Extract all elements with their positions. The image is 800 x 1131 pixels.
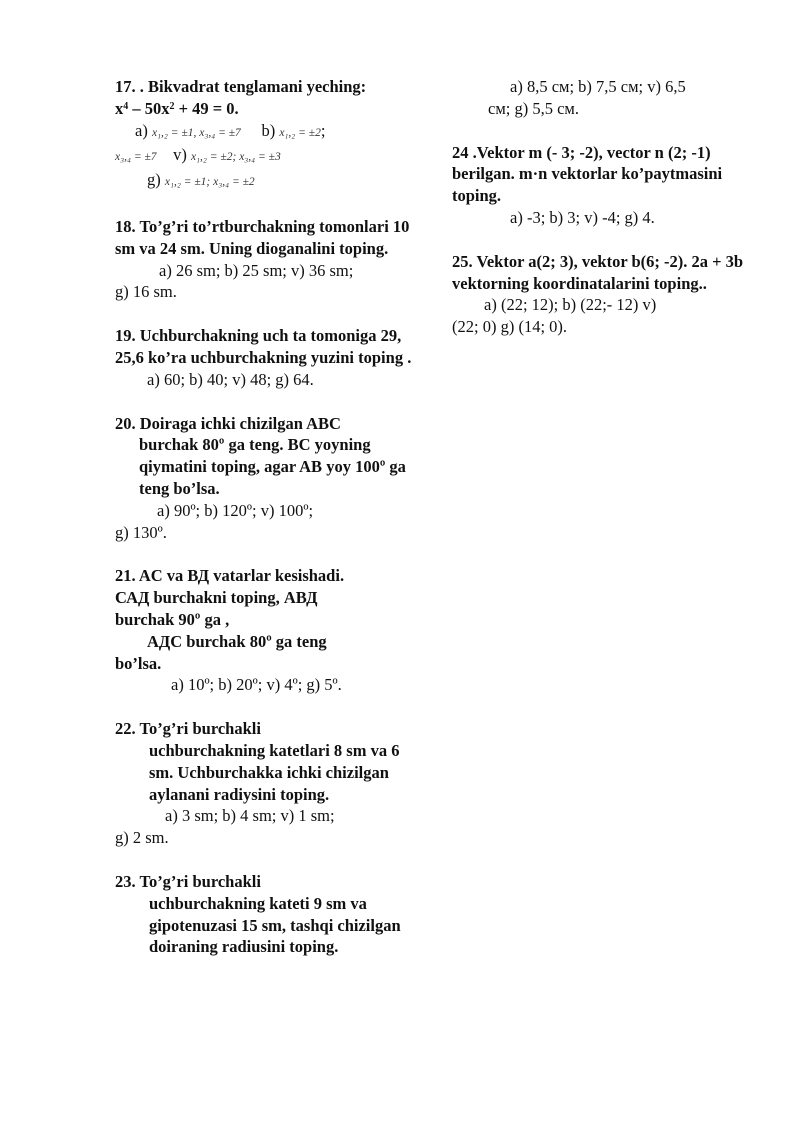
q23-title-rest: uchburchakning kateti 9 sm va gipotenuzasi 15 sm, tashqi chizilgan doiraning radiusini toping. xyxy=(149,893,401,957)
q25-options-line2: (22; 0) g) (14; 0). xyxy=(452,317,568,337)
question-18 xyxy=(115,216,413,303)
q17-option-b-v xyxy=(115,144,413,169)
q17-option-g xyxy=(115,169,413,194)
q18-title: 18. To’g’ri to’rtburchakning tomonlari 10 sm va 24 sm. Uning dioganalini toping. xyxy=(115,216,410,258)
question-22 xyxy=(115,718,413,849)
q20-title-rest: burchak 80º ga teng. BC yoyning qiymatini toping, agar AB yoy 100º ga teng bo’lsa. xyxy=(139,435,406,498)
q17-option-a-b: a) x₁,₂ = ±1, x₃,₄ = ±7 b) x₁,₂ = ±2; xyxy=(135,120,326,140)
q23-options-line2: см; g) 5,5 см. xyxy=(488,98,579,118)
q24-title: 24 .Vektor m (- 3; -2), vector n (2; -1) berilgan. m·n vektorlar ko’paytmasini toping. xyxy=(452,142,723,206)
q23-title-first: 23. To’g’ri burchakli xyxy=(115,871,261,891)
q17-option-g-value: x₁,₂ = ±1; x₃,₄ = ±2 xyxy=(164,176,255,189)
question-21 xyxy=(115,565,413,696)
q17-title: 17. . Bikvadrat tenglamani yeching: xyxy=(115,77,367,96)
q23-options-line1: a) 8,5 см; b) 7,5 см; v) 6,5 xyxy=(510,77,686,96)
question-23-options xyxy=(452,76,750,120)
q20-title-first: 20. Doiraga ichki chizilgan ABC xyxy=(115,413,341,433)
q22-options-line2: g) 2 sm. xyxy=(115,828,169,848)
q19-title: 19. Uchburchakning uch ta tomoniga 29, 25,6 ko’ra uchburchakning yuzini toping . xyxy=(115,326,412,367)
q17-option-b-value1: x₁,₂ = ±2 xyxy=(279,126,321,139)
question-25 xyxy=(452,251,750,338)
q20-options-line2: g) 130º. xyxy=(115,522,167,542)
q20-options-line1: a) 90º; b) 120º; v) 100º; xyxy=(157,500,314,520)
left-column xyxy=(115,76,413,980)
q22-options-line1: a) 3 sm; b) 4 sm; v) 1 sm; xyxy=(165,806,335,826)
q18-options-line2: g) 16 sm. xyxy=(115,282,177,302)
q21-title-line4: АДС burchak 80º ga teng xyxy=(147,631,327,651)
question-24 xyxy=(452,142,750,229)
q17-option-g-label: g) xyxy=(147,170,161,190)
q21-title-line3: burchak 90º ga , xyxy=(115,609,230,629)
q21-title-line1: 21. AC va ВД vatarlar kesishadi. xyxy=(115,566,345,586)
right-column xyxy=(452,76,750,360)
q21-options: a) 10º; b) 20º; v) 4º; g) 5º. xyxy=(171,675,342,695)
q25-options-line1: a) (22; 12); b) (22;- 12) v) xyxy=(484,295,657,315)
q17-option-b-value2: x₃,₄ = ±7 xyxy=(115,151,157,164)
q17-option-a-value: x₁,₂ = ±1, x₃,₄ = ±7 xyxy=(151,126,241,139)
q17-option-v-label: v) xyxy=(173,145,187,165)
q21-title-line2: САД burchakni toping, АВД xyxy=(115,588,318,608)
question-23 xyxy=(115,871,413,958)
q17-equation: $x^4 - 50x^2 + 49 = 0$. xyxy=(115,98,239,118)
q22-title-rest: uchburchakning katetlari 8 sm va 6 sm. Uchburchakka ichki chizilgan aylanani radiysini toping. xyxy=(149,740,400,804)
q21-title-line5: bo’lsa. xyxy=(115,653,162,673)
q25-title: 25. Vektor a(2; 3), vektor b(6; -2). 2a + 3b vektorning koordinatalarini toping.. xyxy=(452,251,744,293)
q18-options-line1: a) 26 sm; b) 25 sm; v) 36 sm; xyxy=(159,260,354,280)
q22-title-first: 22. To’g’ri burchakli xyxy=(115,719,261,739)
q17-option-v-value: x₁,₂ = ±2; x₃,₄ = ±3 xyxy=(190,151,281,164)
question-19 xyxy=(115,325,413,390)
question-17 xyxy=(115,76,413,194)
q17-option-b-label: b) xyxy=(261,120,276,140)
q17-option-a-label: a) xyxy=(135,120,148,140)
q24-options: a) -3; b) 3; v) -4; g) 4. xyxy=(510,207,655,227)
question-20 xyxy=(115,413,413,544)
q19-options: a) 60; b) 40; v) 48; g) 64. xyxy=(147,369,314,389)
